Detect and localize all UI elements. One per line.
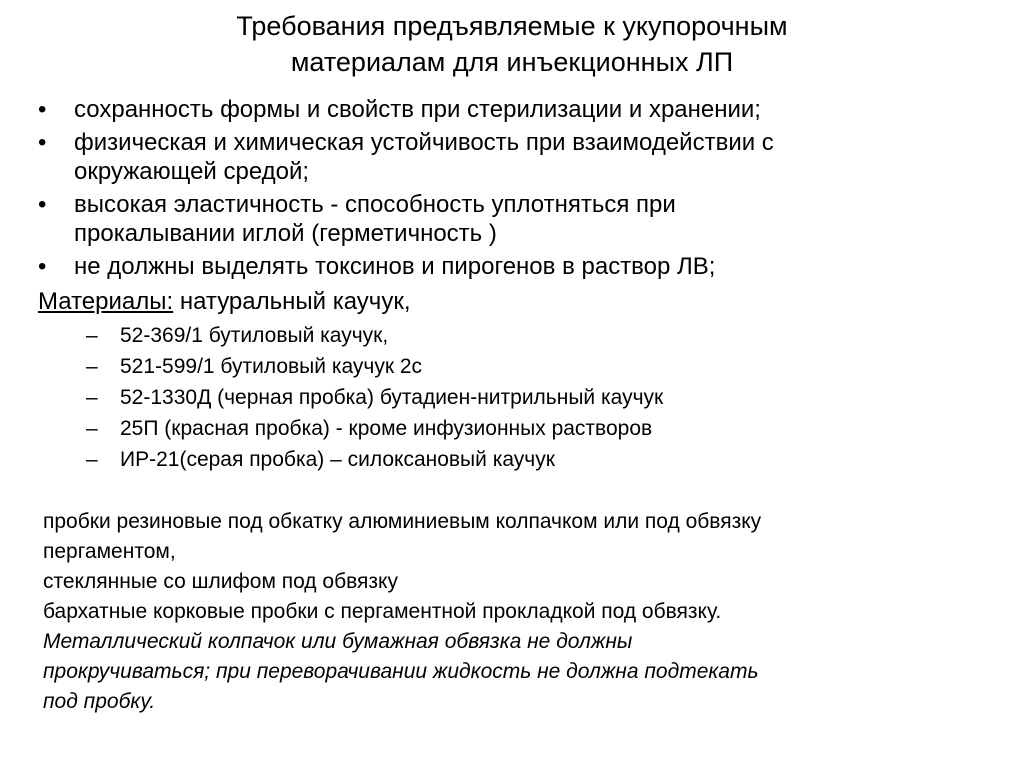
note-line: стеклянные со шлифом под обвязку: [43, 570, 398, 593]
materials-list: [86, 320, 663, 475]
note-line: пергаментом,: [43, 540, 176, 563]
requirement-text: физическая и химическая устойчивость при взаимодействии с: [74, 129, 774, 156]
note-line: бархатные корковые пробки с пергаментной прокладкой под обвязку.: [43, 600, 722, 623]
material-text: 521-599/1 бутиловый каучук 2с: [120, 355, 423, 378]
requirement-item: [38, 252, 998, 281]
requirement-item: [38, 190, 998, 248]
note-line: пробки резиновые под обкатку алюминиевым колпачком или под обвязку: [43, 510, 762, 533]
slide-title: [0, 8, 1024, 80]
requirement-text-continued: окружающей средой;: [74, 158, 310, 185]
requirements-list: [38, 95, 998, 285]
dash-icon: –: [86, 386, 98, 409]
slide-title-line-2: материалам для инъекционных ЛП: [290, 47, 734, 77]
requirement-text: высокая эластичность - способность уплотняться при: [74, 191, 676, 218]
closure-notes: [43, 507, 983, 717]
material-item: [86, 320, 663, 351]
requirement-text: не должны выделять токсинов и пирогенов в раствор ЛВ;: [74, 253, 716, 280]
material-item: [86, 382, 663, 413]
materials-value: натуральный каучук,: [173, 288, 411, 315]
requirement-item: [38, 128, 998, 186]
material-text: 25П (красная пробка) - кроме инфузионных растворов: [120, 417, 653, 440]
dash-icon: –: [86, 324, 98, 347]
material-text: ИР-21(серая пробка) – силоксановый каучук: [120, 448, 555, 471]
bullet-icon: •: [38, 129, 47, 156]
requirement-text-continued: прокалывании иглой (герметичность ): [74, 220, 497, 247]
italic-note-line: под пробку.: [43, 690, 156, 713]
material-item: [86, 444, 663, 475]
material-item: [86, 351, 663, 382]
requirement-item: [38, 95, 998, 124]
bullet-icon: •: [38, 96, 47, 123]
bullet-icon: •: [38, 253, 47, 280]
requirement-text: сохранность формы и свойств при стерилизации и хранении;: [74, 96, 761, 123]
material-text: 52-1330Д (черная пробка) бутадиен-нитрильный каучук: [120, 386, 664, 409]
dash-icon: –: [86, 355, 98, 378]
materials-heading: [38, 287, 410, 317]
bullet-icon: •: [38, 191, 47, 218]
material-text: 52-369/1 бутиловый каучук,: [120, 324, 389, 347]
dash-icon: –: [86, 448, 98, 471]
italic-note-line: Металлический колпачок или бумажная обвязка не должны: [43, 630, 633, 653]
materials-label: Материалы:: [38, 288, 174, 315]
dash-icon: –: [86, 417, 98, 440]
italic-note-line: прокручиваться; при переворачивании жидкость не должна подтекать: [43, 660, 759, 683]
material-item: [86, 413, 663, 444]
slide-title-line-1: Требования предъявляемые к укупорочным: [236, 11, 788, 41]
